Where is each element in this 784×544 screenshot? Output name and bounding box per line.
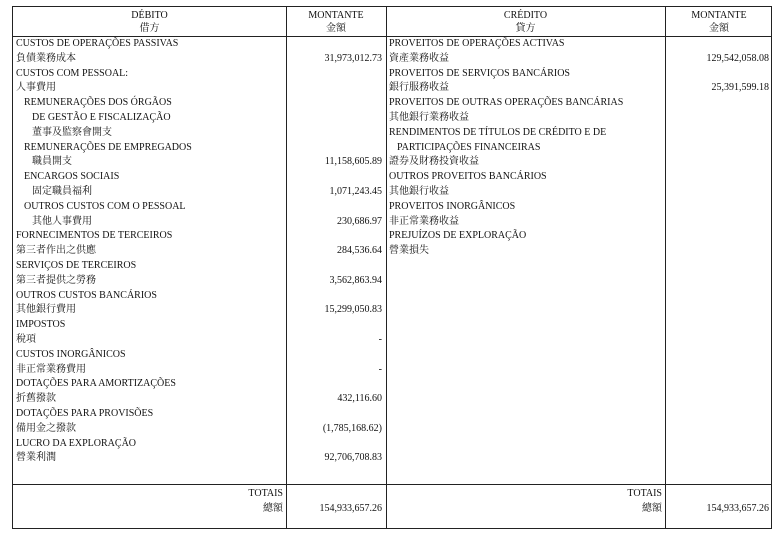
row-label: OUTROS CUSTOS COM O PESSOAL [24,200,186,212]
row-amount: 432,116.60 [337,393,382,405]
row-label: 營業損失 [389,245,429,257]
profit-loss-table [12,6,772,529]
row-label: 第三者提供之勞務 [16,274,96,286]
row-label: PARTICIPAÇÕES FINANCEIRAS [397,141,541,153]
row-amount: - [378,363,382,375]
row-label: FORNECIMENTOS DE TERCEIROS [16,230,173,242]
row-label: 其他人事費用 [32,215,92,227]
row-amount: 92,706,708.83 [324,452,382,464]
row-label: IMPOSTOS [16,319,66,331]
row-label: PROVEITOS DE OUTRAS OPERAÇÕES BANCÁRIAS [389,97,624,109]
row-label: CUSTOS INORGÂNICOS [16,348,126,360]
credit-amount-header: MONTANTE 金額 [691,10,747,34]
debit-header: DÉBITO 借方 [131,10,168,34]
row-amount: - [378,334,382,345]
row-label: CUSTOS COM PESSOAL: [16,67,129,79]
debit-amount-header: MONTANTE 金額 [308,10,364,34]
row-amount: 3,562,863.94 [329,274,382,286]
row-label: ENCARGOS SOCIAIS [24,171,120,183]
row-label: DOTAÇÕES PARA PROVISÕES [16,408,154,419]
row-amount: 25,391,599.18 [711,82,769,94]
row-label: 非正常業務收益 [389,215,459,227]
row-amount: 284,536.64 [337,245,382,257]
row-label: SERVIÇOS DE TERCEIROS [16,260,137,271]
row-label: 董事及監察會開支 [32,126,112,138]
row-label: DE GESTÃO E FISCALIZAÇÃO [32,112,171,123]
credit-total-amount: 154,933,657.26 [706,503,769,514]
row-label: 非正常業務費用 [16,363,86,375]
row-label: 營業利潤 [16,452,56,464]
row-label: 其他銀行收益 [389,186,449,197]
row-label: PROVEITOS INORGÂNICOS [389,200,516,212]
row-label: DOTAÇÕES PARA AMORTIZAÇÕES [16,378,176,390]
row-amount: (1,785,168.62) [322,422,382,434]
row-label: REMUNERAÇÕES DOS ÓRGÃOS [24,97,172,109]
credit-totals-label: TOTAIS 總額 [627,488,662,514]
row-label: 其他銀行業務收益 [389,112,469,123]
row-label: 人事費用 [16,82,56,94]
row-label: PROVEITOS DE SERVIÇOS BANCÁRIOS [389,67,570,79]
row-label: 資產業務收益 [389,52,449,64]
column-divider [386,7,387,528]
row-label: CUSTOS DE OPERAÇÕES PASSIVAS [16,38,179,49]
row-label: 稅項 [16,334,36,345]
row-label: LUCRO DA EXPLORAÇÃO [16,437,137,449]
row-label: 其他銀行費用 [16,304,76,316]
totals-divider [13,484,771,485]
row-label: RENDIMENTOS DE TÍTULOS DE CRÉDITO E DE [389,126,607,138]
row-label: 負債業務成本 [16,52,76,64]
row-amount: 15,299,050.83 [324,304,382,316]
row-label: 固定職員福利 [32,186,92,197]
row-label: REMUNERAÇÕES DE EMPREGADOS [24,141,192,153]
debit-total-amount: 154,933,657.26 [319,503,382,514]
row-label: OUTROS CUSTOS BANCÁRIOS [16,289,157,301]
row-label: 第三者作出之供應 [16,245,96,257]
row-label: PREJUÍZOS DE EXPLORAÇÃO [389,230,527,242]
row-label: 職員開支 [32,156,72,168]
row-amount: 129,542,058.08 [706,52,769,64]
credit-header: CRÉDITO 貸方 [503,10,548,34]
row-label: 折舊撥款 [16,393,56,405]
row-label: 銀行服務收益 [389,82,449,94]
row-amount: 230,686.97 [337,215,382,227]
debit-totals-label: TOTAIS 總額 [248,488,283,514]
row-label: 證券及財務投資收益 [389,156,479,168]
row-amount: 11,158,605.89 [324,156,382,168]
row-label: 備用金之撥款 [16,422,76,434]
row-amount: 31,973,012.73 [324,52,382,64]
row-amount: 1,071,243.45 [329,186,382,197]
row-label: PROVEITOS DE OPERAÇÕES ACTIVAS [389,38,565,49]
column-divider [286,7,287,528]
row-label: OUTROS PROVEITOS BANCÁRIOS [389,171,547,183]
